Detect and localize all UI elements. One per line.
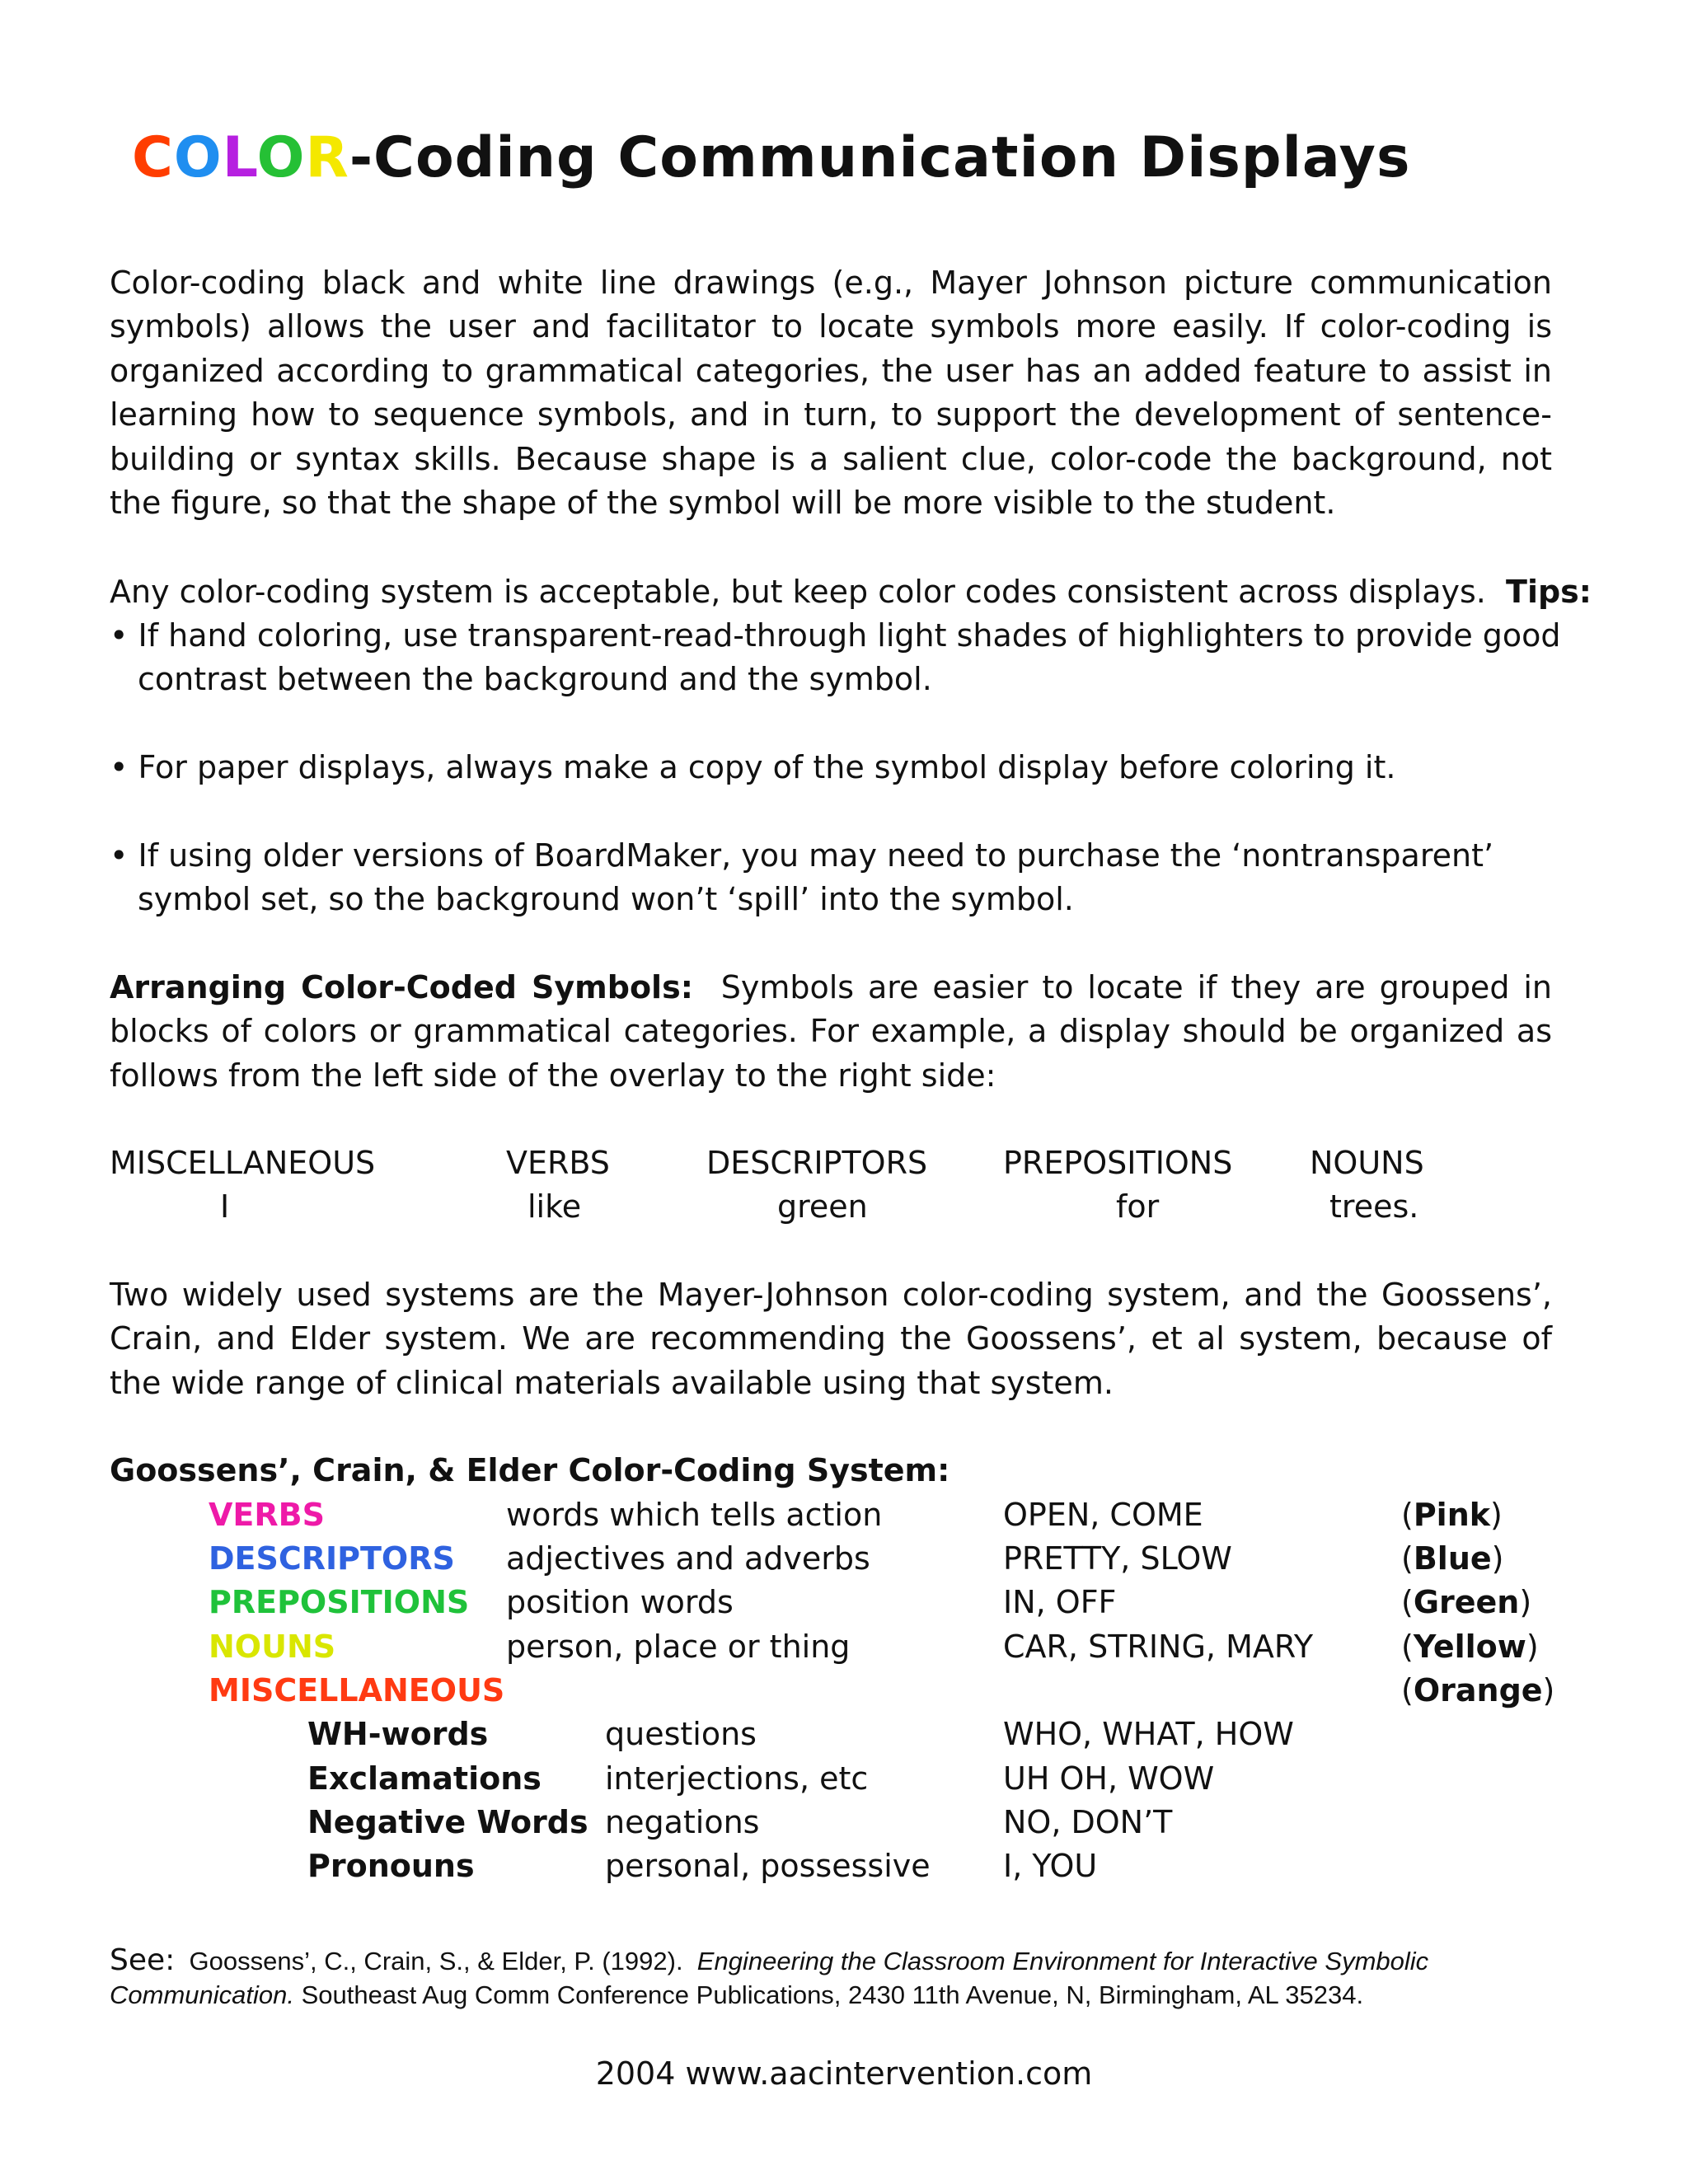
goossens-heading: Goossens’, Crain, & Elder Color-Coding System: [110,1452,950,1488]
paren: ) [1542,1672,1555,1708]
bullet: • [110,749,129,785]
example-category: NOUNS [1310,1145,1424,1181]
see-label: See: [110,1943,176,1977]
citation-title: Engineering the Classroom Environment for Interactive Symbolic Communication. [110,1947,1429,2009]
tip-item [110,746,1552,790]
paren: ( [1401,1584,1414,1620]
category-description: position words [506,1584,734,1620]
title-letter: R [305,125,349,190]
misc-description: questions [605,1716,757,1752]
color-name: Green [1413,1584,1520,1620]
example-word: I [220,1188,230,1225]
misc-label: Pronouns [307,1848,475,1884]
title-letter: O [173,125,223,190]
category-description: adjectives and adverbs [506,1540,870,1577]
category-description: person, place or thing [506,1629,851,1665]
paren: ) [1491,1540,1504,1577]
category-miscellaneous: MISCELLANEOUS [209,1672,505,1708]
tip-text: For paper displays, always make a copy of the symbol display before coloring it. [138,749,1396,785]
paren: ) [1490,1497,1503,1533]
tip-text: If using older versions of BoardMaker, you may need to purchase the ‘nontransparent’ [138,837,1494,874]
title-rest: -Coding Communication Displays [349,125,1411,190]
category-examples: OPEN, COME [1003,1497,1203,1533]
systems-paragraph: Two widely used systems are the Mayer-Johnson color-coding system, and the Goossens’, Crain, and Elder system. We are recommending the Goossens’, et al system, because of the wide range of clinical materials available using that system. [110,1277,1552,1401]
example-word: green [777,1188,868,1225]
arranging-paragraph [110,966,1552,1098]
tips-label: Tips: [1506,574,1592,610]
color-name: Yellow [1413,1629,1526,1665]
intro-paragraph: Color-coding black and white line drawings (e.g., Mayer Johnson picture communication symbols) allows the user and facilitator to locate symbols more easily. If color-coding is organized according to grammatical categories, the user has an added feature to assist in learning how to sequence symbols, and in turn, to support the development of sentence-building or syntax skills. Because shape is a salient clue, color-code the background, not the figure, so that the shape of the symbol will be more visible to the student. [110,265,1552,522]
example-category: DESCRIPTORS [706,1145,928,1181]
bullet: • [110,617,129,654]
tip-item [110,834,1552,922]
paren: ) [1519,1584,1532,1620]
arranging-heading: Arranging Color-Coded Symbols: [110,969,693,1005]
title-letter: L [222,125,257,190]
category-color [1401,1581,1531,1624]
example-word: trees. [1329,1188,1419,1225]
category-nouns: NOUNS [209,1629,336,1665]
citation-publisher: Southeast Aug Comm Conference Publications, 2430 11th Avenue, N, Birmingham, AL 35234. [301,1980,1364,2009]
page-footer: 2004 www.aacintervention.com [595,2055,1093,2092]
tip-line [110,617,1561,654]
category-prepositions: PREPOSITIONS [209,1584,470,1620]
category-color [1401,1669,1554,1713]
tip-continuation: symbol set, so the background won’t ‘spill’ into the symbol. [138,881,1074,918]
category-description: words which tells action [506,1497,883,1533]
misc-description: negations [605,1804,760,1840]
paren: ( [1401,1672,1414,1708]
tip-text: If hand coloring, use transparent-read-through light shades of highlighters to provide good [138,617,1561,654]
example-word: like [528,1188,582,1225]
color-name: Blue [1413,1540,1492,1577]
category-color [1401,1625,1539,1669]
title-letter: O [256,125,306,190]
example-category: MISCELLANEOUS [110,1145,376,1181]
category-descriptors: DESCRIPTORS [209,1540,455,1577]
tip-line [110,749,1395,785]
arranging-text: Symbols are easier to locate if they are grouped in blocks of colors or grammatical categories. For example, a display should be organized as follows from the left side of the overlay to the right side: [110,969,1552,1094]
tip-continuation: contrast between the background and the symbol. [138,661,932,698]
category-examples: IN, OFF [1003,1584,1117,1620]
misc-description: personal, possessive [605,1848,931,1884]
citation-authors: Goossens’, C., Crain, S., & Elder, P. (1992). [189,1947,683,1975]
page-title [132,125,1411,190]
category-color [1401,1537,1503,1581]
paren: ( [1401,1497,1414,1533]
color-name: Orange [1413,1672,1543,1708]
bullet: • [110,837,129,874]
category-verbs: VERBS [209,1497,325,1533]
misc-examples: WHO, WHAT, HOW [1003,1716,1294,1752]
example-category: PREPOSITIONS [1003,1145,1233,1181]
misc-examples: UH OH, WOW [1003,1760,1215,1797]
tip-line [110,837,1493,874]
paren: ) [1526,1629,1539,1665]
example-word: for [1116,1188,1160,1225]
title-letter: C [132,125,174,190]
misc-description: interjections, etc [605,1760,869,1797]
misc-examples: I, YOU [1003,1848,1098,1884]
example-category: VERBS [506,1145,610,1181]
tip-item [110,614,1561,702]
category-examples: PRETTY, SLOW [1003,1540,1232,1577]
category-color [1401,1493,1503,1537]
misc-label: WH-words [307,1716,489,1752]
misc-label: Exclamations [307,1760,542,1797]
consistency-paragraph [110,570,1592,614]
category-examples: CAR, STRING, MARY [1003,1629,1314,1665]
consistency-text: Any color-coding system is acceptable, but keep color codes consistent across displays. [110,574,1486,610]
reference-citation [110,1943,1560,2012]
paren: ( [1401,1629,1414,1665]
misc-examples: NO, DON’T [1003,1804,1173,1840]
color-name: Pink [1413,1497,1491,1533]
paren: ( [1401,1540,1414,1577]
misc-label: Negative Words [307,1804,588,1840]
